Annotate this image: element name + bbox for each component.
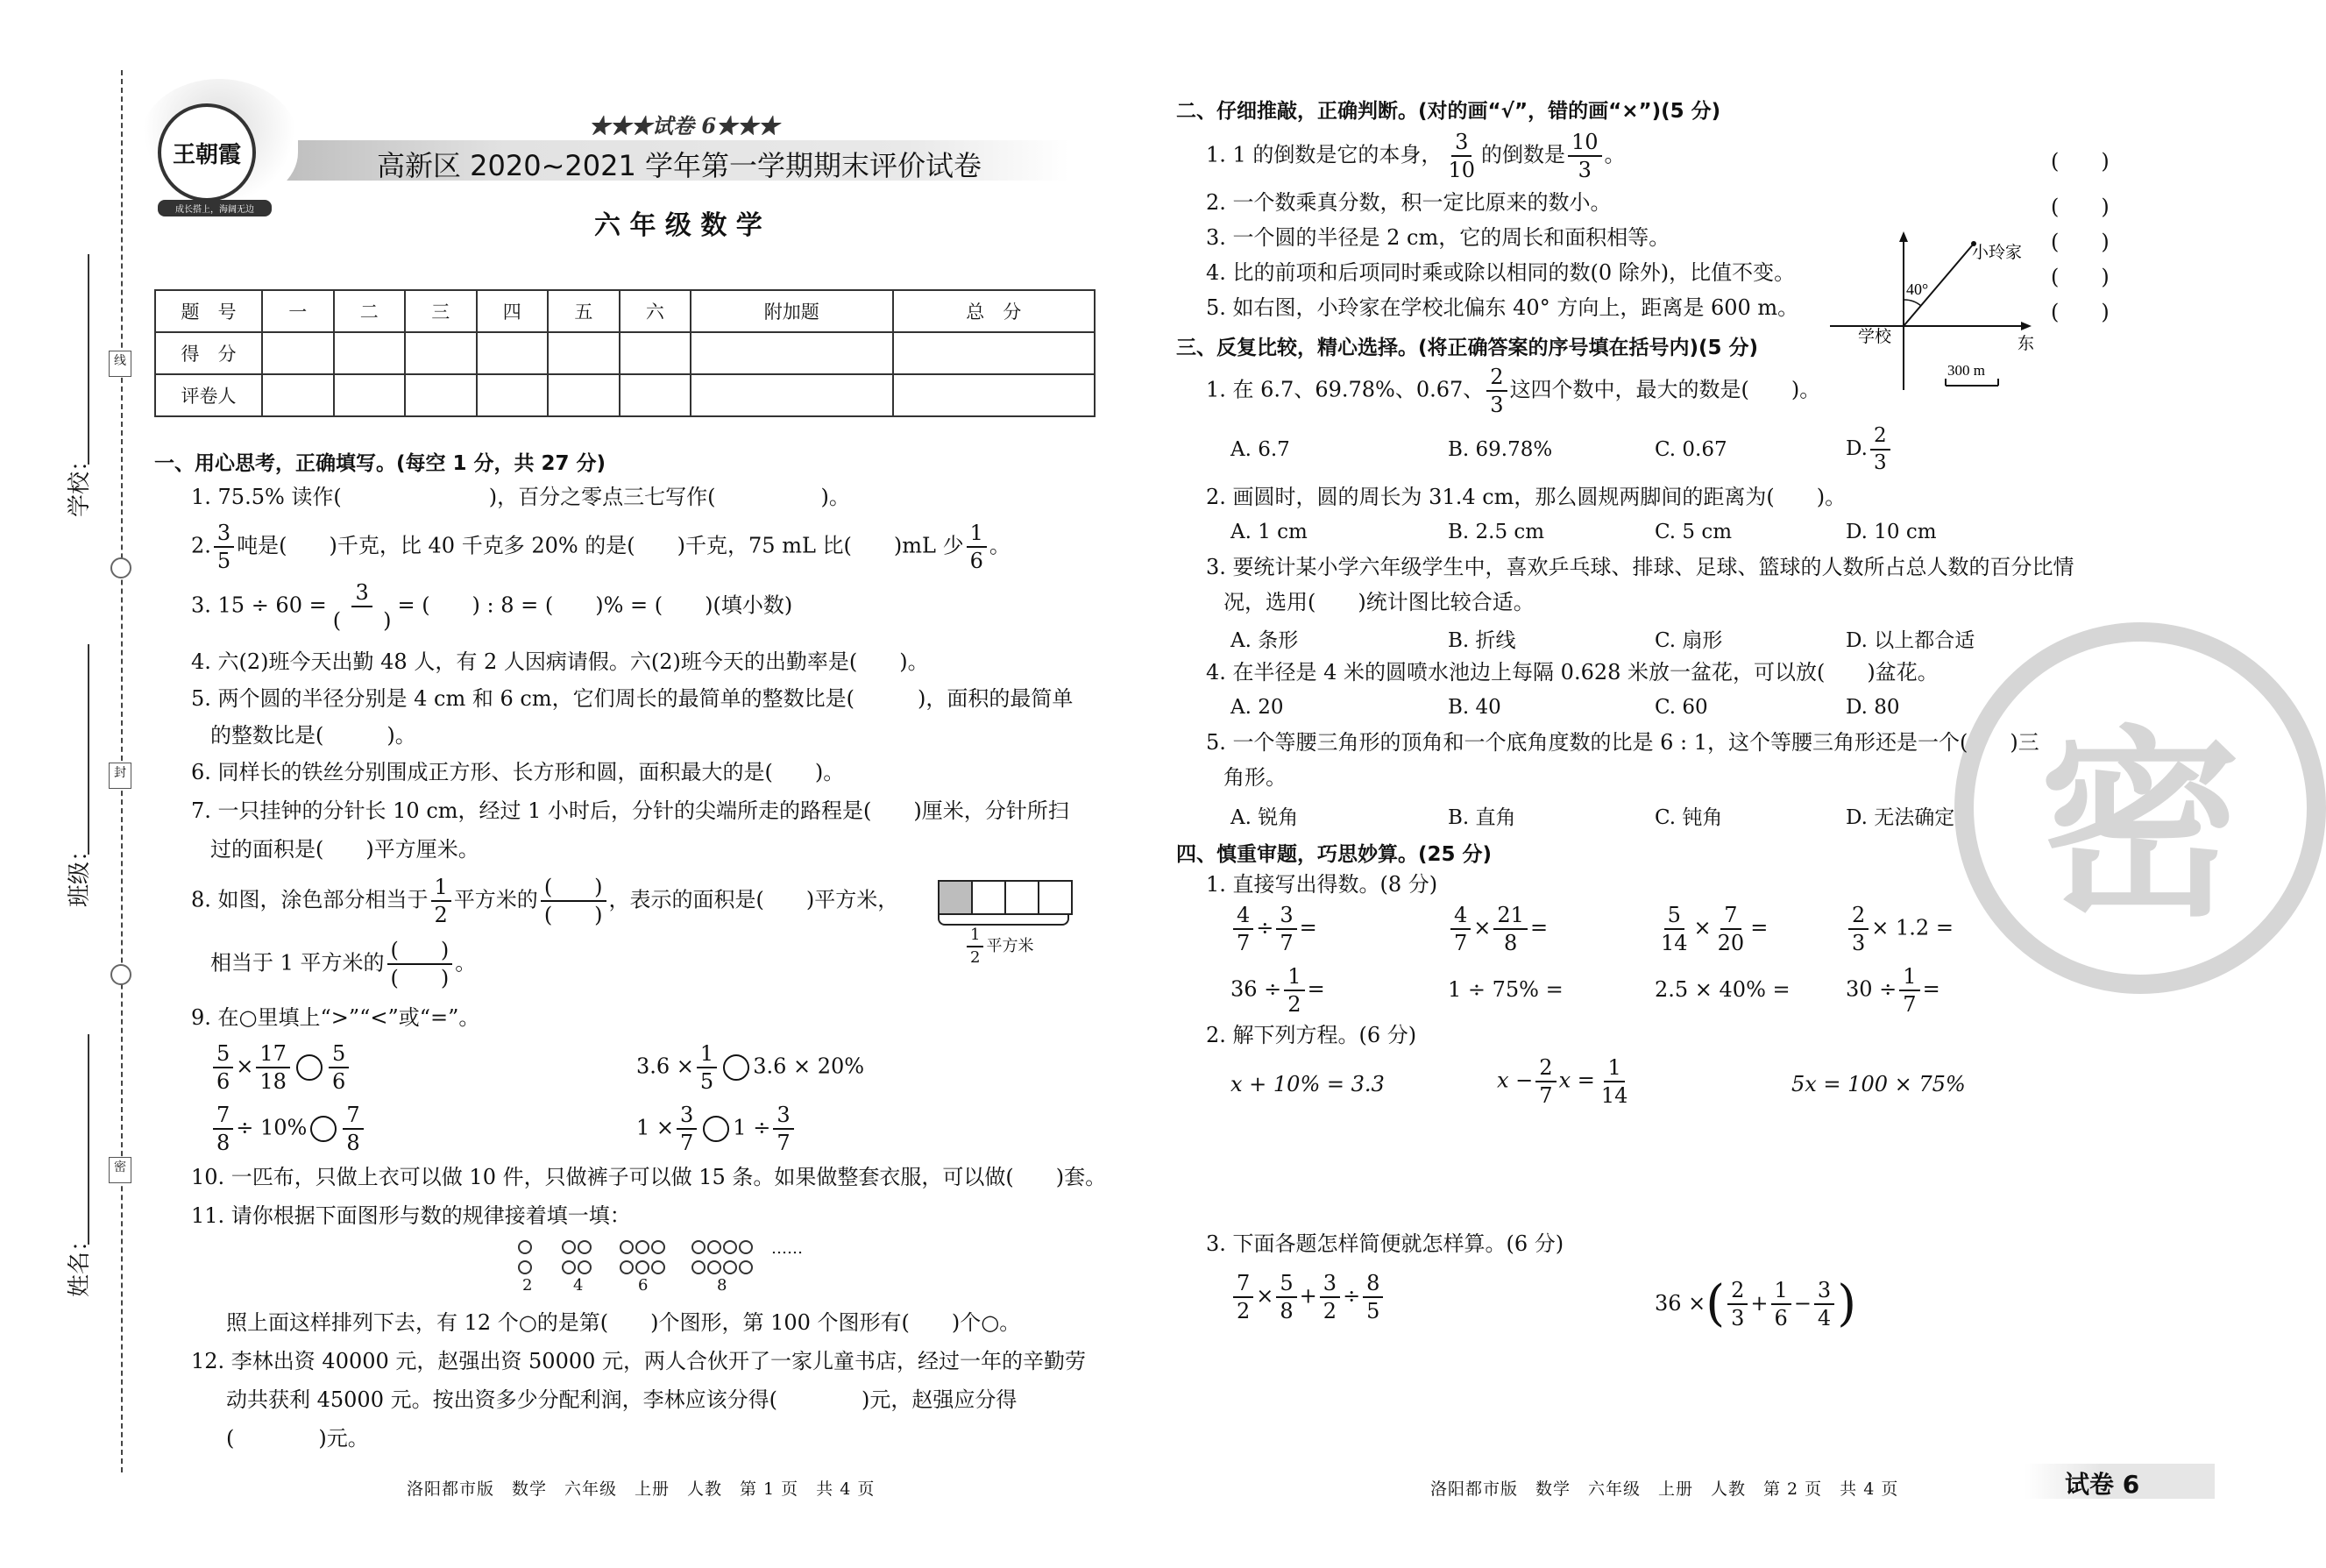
score-cell[interactable] <box>477 374 549 416</box>
footer-left: 洛阳都市版 数学 六年级 上册 人教 第 1 页 共 4 页 <box>407 1479 876 1499</box>
fraction: $\frac{3}{5}$ <box>214 522 234 571</box>
name-field[interactable] <box>88 1034 89 1245</box>
publisher-logo <box>158 103 256 202</box>
stamp-glyph: 密 <box>2039 709 2241 944</box>
simplify-2: 36 ×( $\frac{2}{3}$ + $\frac{1}{6}$ − $\frac{3}{4}$ ) <box>1655 1275 1857 1332</box>
judge-5: 5. 如右图，小玲家在学校北偏东 40° 方向上，距离是 600 m。 <box>1206 295 1799 320</box>
calc-item: $\frac{2}{3}$ × 1.2 = <box>1846 905 1954 954</box>
option-a[interactable]: A. 锐角 <box>1230 806 1299 829</box>
compare-circle[interactable] <box>296 1054 323 1081</box>
judge-answer-5[interactable]: ( ) <box>2051 300 2110 324</box>
option-c[interactable]: C. 0.67 <box>1655 438 1727 461</box>
home-label: 小玲家 <box>1972 244 2023 262</box>
q-text: = ( ) : 8 = ( )% = ( )(填小数) <box>397 592 793 618</box>
pattern-number: 4 <box>573 1276 584 1295</box>
calc-item: $\frac{5}{14}$ × $\frac{7}{20}$ = <box>1661 903 1769 955</box>
score-cell[interactable] <box>334 332 406 374</box>
score-cell[interactable] <box>893 374 1096 416</box>
score-header-cell: 题 号 <box>155 290 262 332</box>
score-cell[interactable] <box>405 332 477 374</box>
fraction: $\frac{1}{2}$ <box>967 927 983 966</box>
score-table-row <box>155 332 1095 374</box>
simplify-1: $\frac{7}{2}$ × $\frac{5}{8}$ + $\frac{3}{2}$ ÷ $\frac{8}{5}$ <box>1230 1273 1386 1322</box>
score-cell[interactable] <box>477 332 549 374</box>
score-header-cell: 附加题 <box>691 290 892 332</box>
judge-answer-3[interactable]: ( ) <box>2051 230 2110 254</box>
question-1-5: 5. 两个圆的半径分别是 4 cm 和 6 cm，它们周长的最简单的整数比是( )，面积的最简单 <box>191 686 1074 711</box>
score-row-label: 评卷人 <box>155 374 262 416</box>
question-1-3 <box>191 582 792 631</box>
q-text: 8. 如图，涂色部分相当于 <box>191 887 429 912</box>
q-number: 2. <box>191 533 211 558</box>
pattern-number: 2 <box>522 1276 533 1295</box>
question-1-7-cont: 过的面积是( )平方厘米。 <box>210 837 479 862</box>
option-c[interactable]: C. 钝角 <box>1655 806 1723 829</box>
margin-mark-seal: 封 <box>109 763 131 789</box>
calc-item: 30 ÷ $\frac{1}{7}$ = <box>1846 964 1940 1017</box>
margin-mark-line: 线 <box>109 351 131 377</box>
calc-item: 1 ÷ 75% = <box>1448 977 1564 1002</box>
score-cell[interactable] <box>893 332 1096 374</box>
compare-item: 3.6 × $\frac{1}{5}$ 3.6 × 20% <box>636 1041 865 1094</box>
score-cell[interactable] <box>262 332 334 374</box>
option-d[interactable]: D. 以上都合适 <box>1846 629 1975 652</box>
score-header-cell: 四 <box>477 290 549 332</box>
option-b[interactable]: B. 折线 <box>1448 629 1516 652</box>
score-cell[interactable] <box>405 374 477 416</box>
score-header-cell: 五 <box>548 290 620 332</box>
page-title: 高新区 2020~2021 学年第一学期期末评价试卷 <box>377 149 982 182</box>
blank-fraction[interactable]: ( ) ( ) <box>541 876 606 926</box>
score-cell[interactable] <box>620 374 691 416</box>
option-a[interactable]: A. 20 <box>1230 696 1284 719</box>
section-4-heading: 四、慎重审题，巧思妙算。(25 分) <box>1176 843 1493 866</box>
logo-tagline: 成长搭上，海阔无边 <box>158 200 272 216</box>
blank-fraction[interactable]: ( ) ( ) <box>387 940 453 989</box>
fraction: 3 ( ) <box>332 580 392 633</box>
part-2-heading: 2. 解下列方程。(6 分) <box>1206 1023 1417 1047</box>
score-cell[interactable] <box>548 374 620 416</box>
figure-label: 平方米 <box>986 937 1034 955</box>
pattern-3 <box>619 1239 675 1280</box>
calc-item: $\frac{4}{7}$ ÷ $\frac{3}{7}$ = <box>1230 905 1317 954</box>
shaded-cell <box>940 882 973 913</box>
question-1-12-cont: ( )元。 <box>226 1426 369 1451</box>
judge-answer-1[interactable]: ( ) <box>2051 149 2110 174</box>
pattern-2 <box>561 1239 603 1280</box>
score-cell[interactable] <box>262 374 334 416</box>
q-text: ，表示的面积是( )平方米， <box>608 887 899 912</box>
score-header-cell: 总 分 <box>893 290 1096 332</box>
class-label: 班级： <box>67 838 93 907</box>
question-1-1: 1. 75.5% 读作( )，百分之零点三七写作( )。 <box>191 485 850 509</box>
question-1-9: 9. 在○里填上“>”“<”或“=”。 <box>191 1005 480 1030</box>
choice-3-cont: 况，选用( )统计图比较合适。 <box>1223 590 1535 614</box>
judge-answer-2[interactable]: ( ) <box>2051 195 2110 219</box>
school-label-map: 学校 <box>1858 328 1892 346</box>
question-1-5-cont: 的整数比是( )。 <box>210 723 416 748</box>
judge-1: 1. 1 的倒数是它的本身， $\frac{3}{10}$ 的倒数是 $\frac{10}{3}$ 。 <box>1206 130 1626 182</box>
compare-circle[interactable] <box>703 1116 729 1142</box>
class-field[interactable] <box>88 644 89 855</box>
section-3-heading: 三、反复比较，精心选择。(将正确答案的序号填在括号内)(5 分) <box>1176 337 1759 359</box>
q8-figure <box>938 880 1073 966</box>
pattern-number: 6 <box>638 1276 649 1295</box>
question-1-12-cont: 动共获利 45000 元。按出资多少分配利润，李林应该分得( )元，赵强应分得 <box>226 1387 1018 1412</box>
score-row-label: 得 分 <box>155 332 262 374</box>
compare-item: 1 × $\frac{3}{7}$ 1 ÷ $\frac{3}{7}$ <box>636 1104 797 1153</box>
score-cell[interactable] <box>548 332 620 374</box>
score-header-cell: 六 <box>620 290 691 332</box>
fraction: $\frac{1}{6}$ <box>967 522 987 571</box>
score-cell[interactable] <box>334 374 406 416</box>
margin-mark-secret: 密 <box>109 1157 131 1183</box>
period: 。 <box>455 950 477 976</box>
choice-4: 4. 在半径是 4 米的圆喷水池边上每隔 0.628 米放一盆花，可以放( )盆花。 <box>1206 660 1939 685</box>
score-header-cell: 二 <box>334 290 406 332</box>
question-1-11: 11. 请你根据下面图形与数的规律接着填一填： <box>191 1203 631 1228</box>
part-1-heading: 1. 直接写出得数。(8 分) <box>1206 872 1438 897</box>
angle-arc <box>1904 300 1921 306</box>
judge-4: 4. 比的前项和后项同时乘或除以相同的数(0 除外)，比值不变。 <box>1206 260 1796 285</box>
cell <box>1039 882 1071 913</box>
option-d[interactable]: D. $\frac{2}{3}$ <box>1846 426 1893 473</box>
pattern-1 <box>517 1239 538 1280</box>
option-a[interactable]: A. 条形 <box>1230 629 1299 652</box>
q-text: 3. 15 ÷ 60 = <box>191 592 327 618</box>
margin-ornament <box>110 557 131 578</box>
option-b[interactable]: B. 69.78% <box>1448 438 1553 461</box>
compare-circle[interactable] <box>310 1116 337 1142</box>
section-2-heading: 二、仔细推敲，正确判断。(对的画“√”，错的画“×”)(5 分) <box>1176 100 1721 123</box>
judge-answer-4[interactable]: ( ) <box>2051 265 2110 289</box>
east-arrow <box>2021 322 2032 330</box>
question-1-11-cont: 照上面这样排列下去，有 12 个○的是第( )个图形，第 100 个图形有( )个○。 <box>226 1310 1021 1335</box>
option-c[interactable]: C. 扇形 <box>1655 629 1723 652</box>
choice-5: 5. 一个等腰三角形的顶角和一个底角度数的比是 6 : 1，这个等腰三角形还是一个( )三 <box>1206 730 2039 755</box>
option-c[interactable]: C. 5 cm <box>1655 521 1733 543</box>
question-1-4: 4. 六(2)班今天出勤 48 人，有 2 人因病请假。六(2)班今天的出勤率是( )。 <box>191 649 929 674</box>
option-b[interactable]: B. 40 <box>1448 696 1501 719</box>
option-a[interactable]: A. 1 cm <box>1230 521 1308 543</box>
footer-tag: 试卷 6 <box>2065 1470 2140 1499</box>
choice-2: 2. 画圆时，圆的周长为 31.4 cm，那么圆规两脚间的距离为( )。 <box>1206 485 1847 509</box>
choice-1: 1. 在 6.7、69.78%、0.67、 $\frac{2}{3}$ 这四个数中，最大的数是( )。 <box>1206 365 1821 417</box>
angle-label: 40° <box>1906 280 1929 298</box>
choice-5-cont: 角形。 <box>1223 765 1287 790</box>
pattern-ellipsis: …… <box>771 1239 803 1258</box>
question-1-7: 7. 一只挂钟的分针长 10 cm，经过 1 小时后，分针的尖端所走的路程是( )厘米，分针所扫 <box>191 798 1069 823</box>
option-d[interactable]: D. 无法确定 <box>1846 806 1955 829</box>
score-cell[interactable] <box>691 374 892 416</box>
footer-right: 洛阳都市版 数学 六年级 上册 人教 第 2 页 共 4 页 <box>1430 1479 1899 1499</box>
score-cell[interactable] <box>691 332 892 374</box>
pattern-4 <box>691 1239 761 1280</box>
judge-3: 3. 一个圆的半径是 2 cm，它的周长和面积相等。 <box>1206 225 1670 250</box>
judge-2: 2. 一个数乘真分数，积一定比原来的数小。 <box>1206 190 1612 215</box>
east-label: 东 <box>2018 335 2035 353</box>
question-1-6: 6. 同样长的铁丝分别围成正方形、长方形和圆，面积最大的是( )。 <box>191 760 845 784</box>
question-1-2 <box>191 522 1011 571</box>
cell <box>973 882 1006 913</box>
subject-title: 六 年 级 数 学 <box>594 210 762 241</box>
q-text: 吨是( )千克，比 40 千克多 20% 的是( )千克，75 mL 比( )mL 少 <box>237 533 964 558</box>
section-1-heading: 一、用心思考，正确填写。(每空 1 分，共 27 分) <box>154 452 606 475</box>
choice-3: 3. 要统计某小学六年级学生中，喜欢乒乓球、排球、足球、篮球的人数所占总人数的百分比情 <box>1206 555 2074 579</box>
score-table <box>154 289 1096 417</box>
compare-item: $\frac{7}{8}$ ÷ 10% $\frac{7}{8}$ <box>210 1104 366 1153</box>
question-1-10: 10. 一匹布，只做上衣可以做 10 件，只做裤子可以做 15 条。如果做整套衣服，可以做( )套。 <box>191 1165 1107 1189</box>
option-b[interactable]: B. 2.5 cm <box>1448 521 1545 543</box>
q-text: 相当于 1 平方米的 <box>210 950 385 976</box>
paper-tag: ★★★试卷 6★★★ <box>589 113 780 138</box>
option-d[interactable]: D. 10 cm <box>1846 521 1937 543</box>
part-3-heading: 3. 下面各题怎样简便就怎样算。(6 分) <box>1206 1231 1564 1256</box>
calc-item: 36 ÷ $\frac{1}{2}$ = <box>1230 964 1325 1017</box>
scale-label: 300 m <box>1947 362 1985 379</box>
score-table-row <box>155 374 1095 416</box>
score-cell[interactable] <box>620 332 691 374</box>
direction-diagram <box>1823 228 2077 403</box>
pattern-number: 8 <box>717 1276 727 1295</box>
fraction: $\frac{1}{2}$ <box>431 876 451 926</box>
q-text: 。 <box>989 533 1011 558</box>
q-text: 平方米的 <box>453 887 538 912</box>
score-header-cell: 一 <box>262 290 334 332</box>
calc-item: 2.5 × 40% = <box>1655 977 1791 1002</box>
north-arrow <box>1899 231 1908 242</box>
score-header-cell: 三 <box>405 290 477 332</box>
question-1-12: 12. 李林出资 40000 元，赵强出资 50000 元，两人合伙开了一家儿童书店，经过一年的辛勤劳 <box>191 1349 1087 1373</box>
score-table-row <box>155 290 1095 332</box>
margin-ornament <box>110 964 131 985</box>
calc-item: $\frac{4}{7}$ × $\frac{21}{8}$ = <box>1448 905 1548 954</box>
equation-2: x − $\frac{2}{7}$ x = $\frac{1}{14}$ <box>1497 1055 1628 1108</box>
question-1-8-cont <box>210 940 476 989</box>
option-b[interactable]: B. 直角 <box>1448 806 1516 829</box>
equation-1: x + 10% = 3.3 <box>1230 1072 1385 1096</box>
secret-stamp <box>1954 622 2326 994</box>
compare-circle[interactable] <box>723 1054 749 1081</box>
option-a[interactable]: A. 6.7 <box>1230 438 1290 461</box>
option-d[interactable]: D. 80 <box>1846 696 1900 719</box>
logo-text: 王朝霞 <box>172 141 241 168</box>
cell <box>1006 882 1039 913</box>
school-field[interactable] <box>88 254 89 465</box>
option-c[interactable]: C. 60 <box>1655 696 1708 719</box>
question-1-8 <box>191 876 898 926</box>
school-label: 学校： <box>67 448 93 517</box>
compare-item: $\frac{5}{6}$ × $\frac{17}{18}$ $\frac{5}{6}$ <box>210 1043 351 1092</box>
name-label: 姓名： <box>67 1228 93 1297</box>
equation-3: 5x = 100 × 75% <box>1791 1072 1966 1096</box>
brace <box>938 915 1069 926</box>
